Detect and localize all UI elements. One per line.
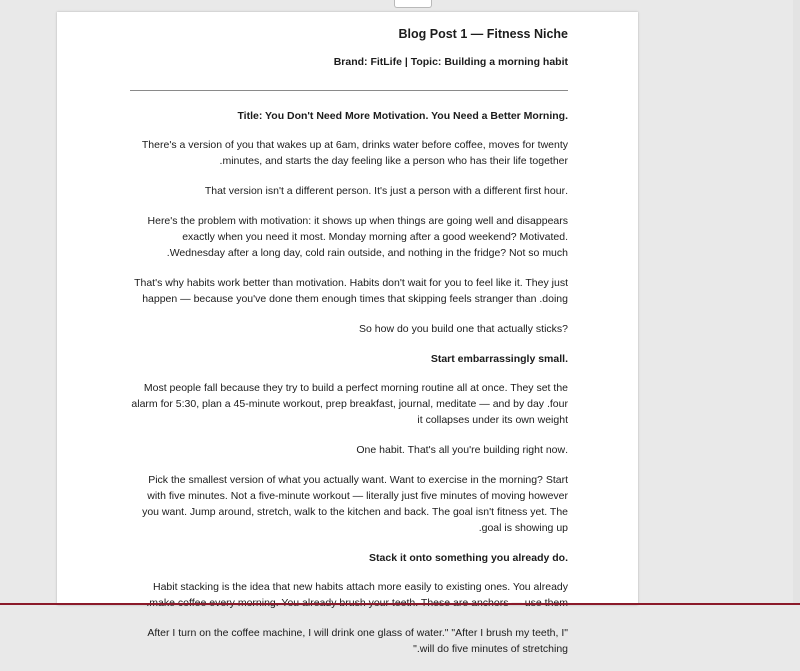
body-paragraph: After I turn on the coffee machine, I will drink one glass of water." "After I brush my teeth, I" ".will do five minutes of stretching: [147, 627, 568, 655]
body-paragraph: Pick the smallest version of what you actually want. Want to exercise in the morning? Start with five minutes. Not a five-minute workout — literally just five minutes of moving however you want. Jump around, stretch, walk to the kitchen and back. The goal isn't fitness yet. The .goal is showing up: [142, 474, 568, 534]
body-paragraph: Habit stacking is the idea that new habits attach more easily to existing ones. You already: [153, 581, 568, 593]
body-paragraph: ?So how do you build one that actually sticks: [359, 323, 568, 335]
section-heading: .Title: You Don't Need More Motivation. You Need a Better Morning: [237, 110, 568, 122]
body-paragraph: That's why habits work better than motivation. Habits don't wait for you to feel like it. They just happen — because you've done them enough times that skipping feels stranger than .doing: [134, 277, 568, 305]
body-paragraph: There's a version of you that wakes up at 6am, drinks water before coffee, moves for twenty .minutes, and starts the day feeling like a person who has their life together: [141, 139, 568, 167]
document-title: Blog Post 1 — Fitness Niche: [398, 27, 568, 41]
section-heading: .Stack it onto something you already do: [369, 552, 568, 564]
body-paragraph: .That version isn't a different person. It's just a person with a different first hour: [204, 185, 568, 197]
document-subtitle: Brand: FitLife | Topic: Building a morning habit: [333, 56, 568, 68]
body-paragraph: Here's the problem with motivation: it shows up when things are going well and disappears exactly when you need it most. Monday morning after a good weekend? Motivated. .Wednesday after a long day, cold rain outside, and nothing in the fridge? Not so much: [147, 215, 568, 259]
divider: [130, 90, 568, 91]
page-nav-tab[interactable]: [394, 0, 432, 8]
scrollbar-track[interactable]: [793, 0, 800, 605]
document-page: [57, 12, 638, 655]
body-paragraph: .One habit. That's all you're building right now: [356, 444, 568, 456]
section-heading: .Start embarrassingly small: [430, 353, 568, 365]
bottom-accent-bar: [0, 603, 800, 605]
body-paragraph: Most people fall because they try to build a perfect morning routine all at once. They set the alarm for 5:30, plan a 45-minute workout, prep breakfast, journal, meditate — and by day .four it collapses under its own weight: [131, 382, 568, 426]
document-body: [130, 108, 568, 671]
